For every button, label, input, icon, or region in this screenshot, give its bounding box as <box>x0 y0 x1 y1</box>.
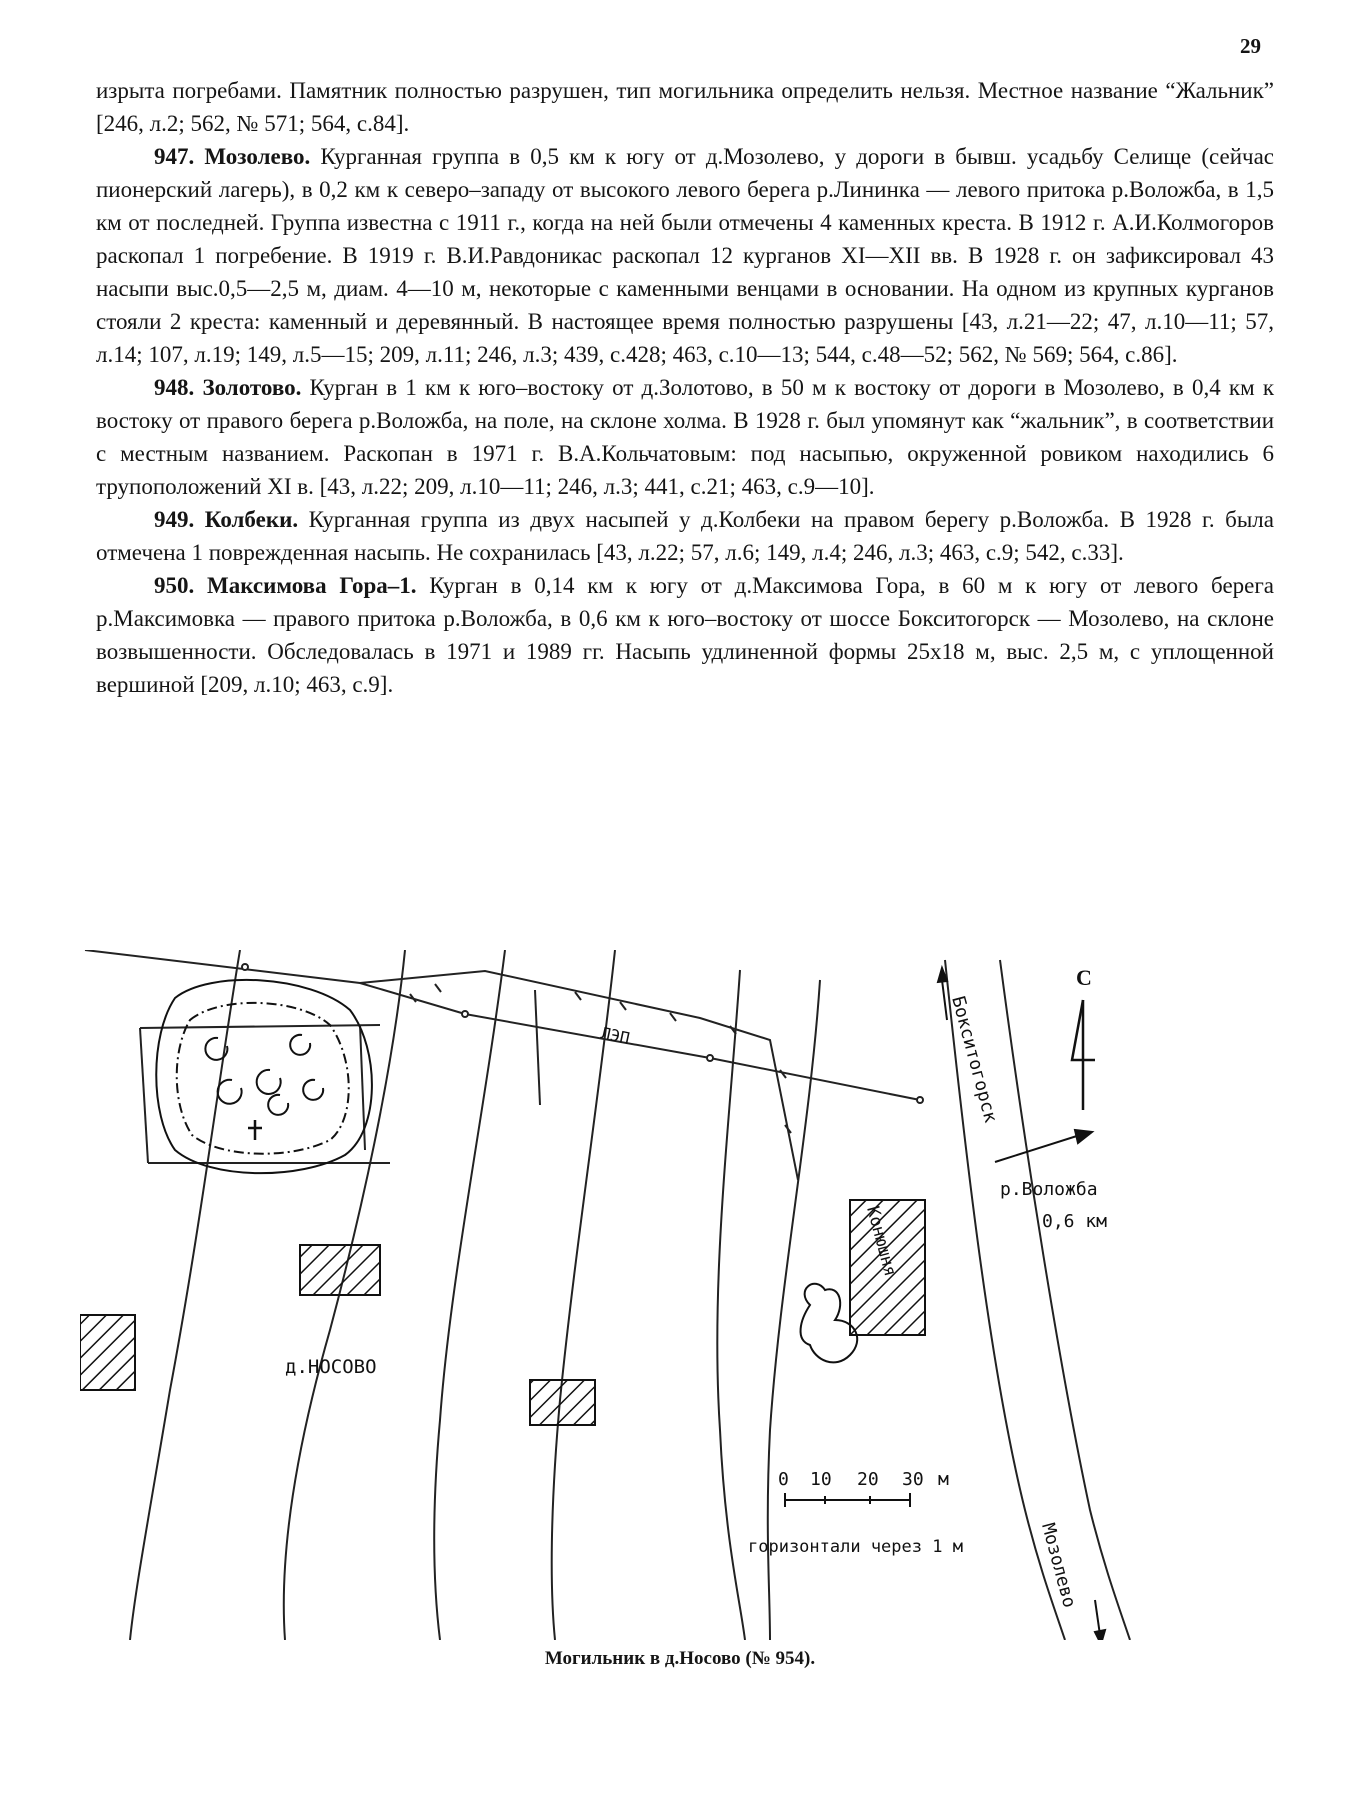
entry-947 <box>96 140 1274 371</box>
power-line-label: ЛЭП <box>599 1023 632 1048</box>
site-plan-map <box>80 950 1280 1640</box>
road-label-south: Мозолево <box>1037 1520 1080 1611</box>
village-label: д.НОСОВО <box>285 1356 377 1378</box>
text-block <box>96 74 1274 701</box>
entry-949 <box>96 503 1274 569</box>
scale-bar <box>785 1493 910 1507</box>
scale-tick-30: 30 <box>902 1469 924 1490</box>
entry-number: 949. <box>154 507 195 532</box>
entry-text: Курганная группа в 0,5 км к югу от д.Мозолево, у дороги в бывш. усадьбу Селище (сейчас пионерский лагерь), в 0,2 км к северо–западу от высокого левого берега р.Лининка — левого притока р.Воложба, в 1,5 км от последней. Группа известна с 1911 г., когда на ней были отмечены 4 каменных креста. В 1912 г. А.И.Колмогоров раскопал 1 погребение. В 1919 г. В.И.Равдоникас раскопал 12 курганов XI—XII вв. В 1928 г. он зафиксировал 43 насыпи выс.0,5—2,5 м, диам. 4—10 м, некоторые с каменными венцами в основании. На одном из крупных курганов стояли 2 креста: каменный и деревянный. В настоящее время полностью разрушены [43, л.21—22; 47, л.10—11; 57, л.14; 107, л.19; 149, л.5—15; 209, л.11; 246, л.3; 439, с.428; 463, с.10—13; 544, с.48—52; 562, № 569; 564, с.86]. <box>96 144 1274 367</box>
page-number: 29 <box>1240 34 1261 58</box>
entry-text: Курган в 1 км к юго–востоку от д.Золотово, в 50 м к востоку от дороги в Мозолево, в 0,4 км к востоку от правого берега р.Воложба, на поле, на склоне холма. В 1928 г. был упомянут как “жальник”, в соответствии с местным названием. Раскопан в 1971 г. В.А.Кольчатовым: под насыпью, окруженной ровиком находились 6 трупоположений XI в. [43, л.22; 209, л.10—11; 246, л.3; 441, с.21; 463, с.9—10]. <box>96 375 1274 499</box>
road-label-north: Бокситогорск <box>947 993 1002 1125</box>
entry-title: Максимова Гора–1. <box>207 573 417 598</box>
north-label: С <box>1076 965 1092 990</box>
figure-caption: Могильник в д.Носово (№ 954). <box>544 1648 816 1669</box>
river-label: р.Воложба <box>1000 1179 1098 1200</box>
entry-number: 948. <box>154 375 195 400</box>
scale-tick-10: 10 <box>810 1469 832 1490</box>
bush-icon <box>801 1284 858 1363</box>
entry-text: Курганная группа из двух насыпей у д.Колбеки на правом берегу р.Воложба. В 1928 г. была отмечена 1 поврежденная насыпь. Не сохранилась [43, л.22; 57, л.6; 149, л.4; 246, л.3; 463, с.9; 542, с.33]. <box>96 507 1274 565</box>
stable-label: Конюшня <box>862 1204 901 1279</box>
river-distance: 0,6 км <box>1042 1211 1108 1232</box>
north-arrow-icon <box>1072 1000 1095 1110</box>
burial-ground <box>156 980 372 1173</box>
contours-note: горизонтали через 1 м <box>748 1537 963 1557</box>
road-arrows <box>938 968 1108 1640</box>
entry-title: Колбеки. <box>204 507 299 532</box>
entry-948 <box>96 371 1274 503</box>
buildings <box>80 1200 925 1425</box>
entry-number: 947. <box>154 144 195 169</box>
entry-950 <box>96 569 1274 701</box>
river-arrow-icon <box>995 1130 1092 1162</box>
scale-tick-0: 0 <box>778 1469 789 1490</box>
intro-paragraph: изрыта погребами. Памятник полностью разрушен, тип могильника определить нельзя. Местное название “Жальник” [246, л.2; 562, № 571; 564, с.84]. <box>96 78 1274 136</box>
entry-title: Золотово. <box>202 375 302 400</box>
contour-lines <box>130 950 820 1640</box>
entry-title: Мозолево. <box>204 144 311 169</box>
entry-text: Курган в 0,14 км к югу от д.Максимова Гора, в 60 м к югу от левого берега р.Максимовка — правого притока р.Воложба, в 0,6 км к юго–востоку от шоссе Бокситогорск — Мозолево, на склоне возвышенности. Обследовалась в 1971 и 1989 гг. Насыпь удлиненной формы 25x18 м, выс. 2,5 м, с уплощенной вершиной [209, л.10; 463, с.9]. <box>96 573 1274 697</box>
scale-tick-20: 20 <box>857 1469 879 1490</box>
scale-unit: м <box>938 1469 949 1490</box>
entry-number: 950. <box>154 573 195 598</box>
